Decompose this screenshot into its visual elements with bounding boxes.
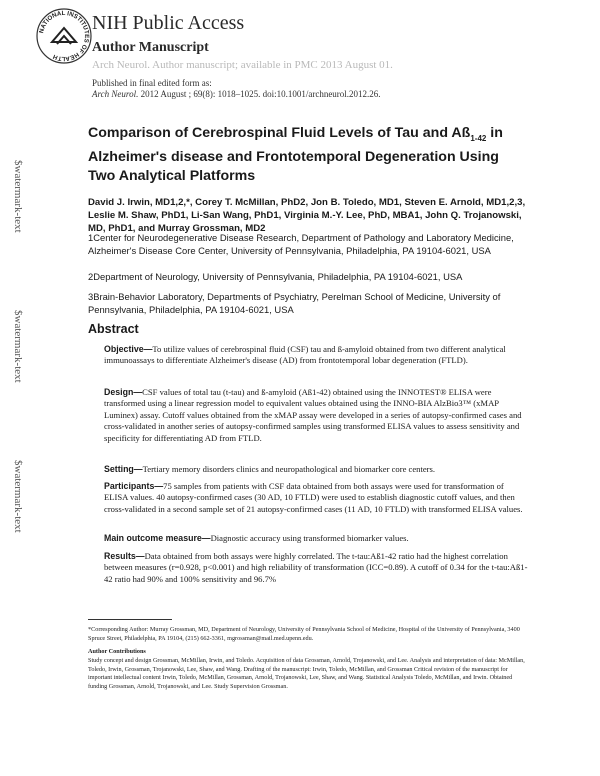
abstract-heading: Abstract <box>88 322 139 336</box>
article-title: Comparison of Cerebrospinal Fluid Levels of Tau and $Aß_{1-42}$ in Alzheimer's disease and Frontotemporal Degeneration Using Two Analytical Platforms <box>88 125 503 184</box>
abstract-objective: Objective—To utilize values of cerebrospinal fluid (CSF) tau and ß-amyloid obtained from two different analytical immunoassays to differentiate Alzheimer's disease (AD) from frontotemporal lobar degeneration (FTLD). <box>104 344 506 366</box>
abstract-main-outcome: Main outcome measure—Diagnostic accuracy using transformed biomarker values. <box>104 533 409 543</box>
citation-journal: Arch Neurol. <box>92 89 139 99</box>
abstract-design: Design—CSF values of total tau (t-tau) and ß-amyloid (Aß1-42) obtained using the INNOTEST® ELISA were transformed using a linear regression model to equivalent values obtained using the INNO-BIA AlzBio3™ (xMAP Luminex) assay. Cutoff values obtained from the xMAP assay were developed in a series of autopsy-confirmed cases and cross-validated in another series of autopsy-confirmed samples using transformed ELISA values to assess sensitivity and specificity for differentiating AD from FTLD. <box>104 387 522 443</box>
journal-availability-line: Arch Neurol. Author manuscript; available in PMC 2013 August 01. <box>92 59 393 71</box>
affiliation-1: 1Center for Neurodegenerative Disease Research, Department of Pathology and Laboratory Medicine, Alzheimer's Disease Core Center, University of Pennsylvania, Philadelphia, PA 19104-6021, USA <box>88 232 514 256</box>
author-manuscript-label: Author Manuscript <box>92 40 209 55</box>
watermark-1: $watermark-text <box>12 160 24 233</box>
affiliation-3: 3Brain-Behavior Laboratory, Departments of Psychiatry, Perelman School of Medicine, University of Pennsylvania, Philadelphia, PA 19104-6021, USA <box>88 291 501 315</box>
nih-public-access-title: NIH Public Access <box>92 12 245 34</box>
contributions-text: Study concept and design Grossman, McMillan, Irwin, and Toledo. Acquisition of data Grossman, Arnold, Trojanowski, and Lee. Analysis and interpretation of data: McMillan, Toledo, Irwin, Grossman, Trojanowski, Lee, Shaw, and Wang. Drafting of the manuscript: Irwin, Toledo, McMillan, and Grossman Critical revision of the manuscript for important intellectual content Irwin, Toledo, McMillan, Grossman, Arnold, Trojanowski, Lee, Shaw, and Wang. Statistical Analysis Toledo, McMillan, and Irwin. Obtained funding Grossman, Arnold, Trojanowski, and Lee. Study Supervision Grossman. <box>88 657 525 690</box>
affiliation-2: 2Department of Neurology, University of Pennsylvania, Philadelphia, PA 19104-6021, USA <box>88 271 463 282</box>
footnote-rule <box>88 619 172 620</box>
watermark-3: $watermark-text <box>12 460 24 533</box>
published-citation <box>92 89 381 99</box>
abstract-setting: Setting—Tertiary memory disorders clinics and neuropathological and biomarker core centers. <box>104 464 436 474</box>
contributions-heading: Author Contributions <box>88 648 146 655</box>
citation-details: 2012 August ; 69(8): 1018–1025. doi:10.1001/archneurol.2012.26. <box>138 89 381 99</box>
corresponding-author-note: *Corresponding Author: Murray Grossman, MD, Department of Neurology, University of Pennsylvania School of Medicine, Hospital of the University of Pennsylvania, 3400 Spruce Street, Philadelphia, PA 19104, (215) 662-3361, mgrossman@mail.med.upenn.edu. <box>88 626 520 642</box>
abstract-participants: Participants—75 samples from patients with CSF data obtained from both assays were used for transformation of ELISA values. 40 autopsy-confirmed cases (30 AD, 10 FTLD) were used to establish diagnostic cutoff values, and then cross-validated in a second sample set of 21 autopsy-confirmed cases (11 AD, 10 FTLD) with transformed ELISA values. <box>104 481 523 514</box>
watermark-2: $watermark-text <box>12 310 24 383</box>
logo-ring-text: NATIONAL INSTITUTES OF HEALTH <box>38 9 91 63</box>
nih-logo <box>34 6 94 66</box>
abstract-results: Results—Data obtained from both assays were highly correlated. The t-tau:Aß1-42 ratio had the highest correlation between measures (r=0.928, p<0.001) and high reliability of transformation (ICC=0.89). A cutoff of 0.34 for the t-tau:Aß1-42 ratio had 90% and 100% sensitivity and 96.7% <box>104 551 528 584</box>
author-list: David J. Irwin, MD1,2,*, Corey T. McMillan, PhD2, Jon B. Toledo, MD1, Steven E. Arnold, MD1,2,3, Leslie M. Shaw, PhD1, Li-San Wang, PhD1, Virginia M.-Y. Lee, PhD, MBA1, John Q. Trojanowski, MD, PhD1, and Murray Grossman, MD2 <box>88 197 526 234</box>
published-lead: Published in final edited form as: <box>92 78 212 88</box>
